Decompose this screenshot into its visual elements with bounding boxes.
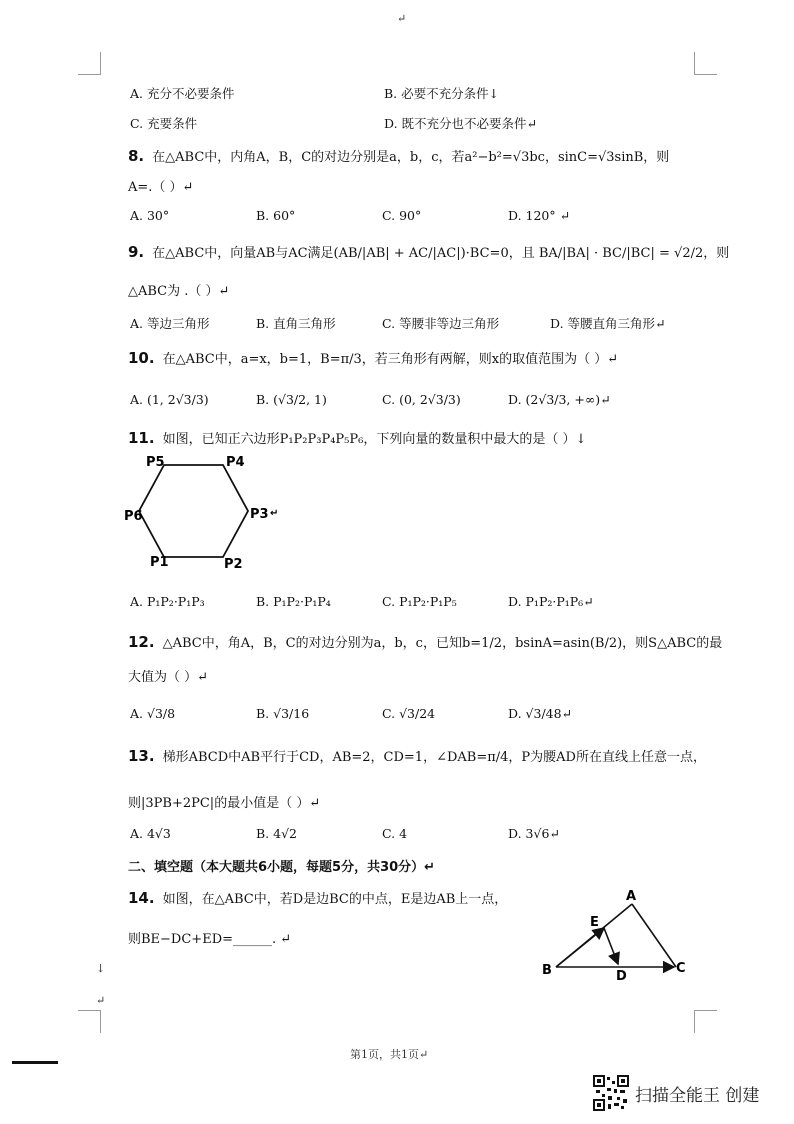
q11-text-line1: 如图，已知正六边形P₁P₂P₃P₄P₅P₆，下列向量的数量积中最大的是（ ）↓	[162, 432, 587, 447]
q7-option-b: B. 必要不充分条件↓	[384, 86, 500, 101]
left-mark-2: ↵	[96, 994, 106, 1007]
q11-option-c: C. P₁P₂·P₁P₅	[382, 594, 457, 609]
q8-option-d: D. 120° ↵	[508, 208, 571, 223]
q10-option-d: D. (2√3/3, +∞)↵	[508, 392, 611, 407]
qr-code-icon	[593, 1075, 629, 1111]
label-e: E	[590, 915, 599, 930]
label-c: C	[676, 961, 686, 976]
vector-ed	[604, 928, 618, 964]
hexagon-figure	[120, 450, 290, 580]
q14-text-line2: 则BE−DC+ED=______. ↵	[128, 932, 292, 947]
left-bar	[12, 1061, 58, 1064]
crop-mark-top-left	[78, 52, 101, 75]
q8-text-line2: A=.（ ）↵	[128, 180, 194, 195]
q13-text-line2: 则|3PB+2PC|的最小值是（ ）↵	[128, 796, 321, 811]
section-fill-in-heading: 二、填空题（本大题共6小题，每题5分，共30分）↵	[128, 860, 436, 875]
top-return-mark: ↵	[397, 12, 407, 25]
q13-option-c: C. 4	[382, 826, 408, 841]
label-p1: P1	[150, 555, 169, 570]
q7-option-a: A. 充分不必要条件	[130, 86, 235, 101]
q12-text-line1: △ABC中，角A，B，C的对边分别为a，b，c，已知b=1/2，bsinA=asin(B/2)，则S△ABC的最	[162, 636, 723, 651]
q7-option-c: C. 充要条件	[130, 116, 198, 131]
page-footer: 第1页，共1页↵	[350, 1048, 429, 1061]
q14-text-line1: 如图，在△ABC中，若D是边BC的中点，E是边AB上一点，	[162, 892, 508, 907]
q9-option-b: B. 直角三角形	[256, 316, 336, 331]
q13-option-a: A. 4√3	[130, 826, 171, 841]
q10-option-b: B. (√3/2, 1)	[256, 392, 327, 407]
q12-option-b: B. √3/16	[256, 706, 310, 721]
q8-number: 8.	[128, 147, 145, 165]
q13-option-d: D. 3√6↵	[508, 826, 560, 841]
q9-option-c: C. 等腰非等边三角形	[382, 316, 500, 331]
q8-stem	[128, 146, 669, 165]
q14-number: 14.	[128, 889, 155, 907]
label-p4: P4	[226, 455, 245, 470]
q9-text-line1: 在△ABC中，向量AB与AC满足(AB/|AB| + AC/|AC|)·BC=0，且 BA/|BA| · BC/|BC| = √2/2，则	[152, 246, 730, 261]
q12-stem	[128, 632, 722, 651]
q9-option-a: A. 等边三角形	[130, 316, 210, 331]
triangle-figure	[536, 884, 706, 988]
q11-number: 11.	[128, 429, 155, 447]
label-p2: P2	[224, 557, 243, 572]
scanner-brand-text: 扫描全能王 创建	[635, 1086, 760, 1106]
q11-stem	[128, 428, 586, 447]
vector-be	[556, 928, 604, 967]
q13-number: 13.	[128, 747, 155, 765]
q8-option-b: B. 60°	[256, 208, 296, 223]
q10-option-c: C. (0, 2√3/3)	[382, 392, 461, 407]
label-d: D	[616, 969, 627, 984]
crop-mark-top-right	[694, 52, 717, 75]
left-mark-1: ↓	[96, 962, 106, 975]
label-a: A	[626, 889, 637, 904]
q10-option-a: A. (1, 2√3/3)	[130, 392, 209, 407]
label-b: B	[542, 963, 552, 978]
hexagon-shape	[139, 465, 248, 557]
label-p5: P5	[146, 455, 165, 470]
q8-option-a: A. 30°	[130, 208, 170, 223]
q12-option-a: A. √3/8	[130, 706, 176, 721]
q10-number: 10.	[128, 349, 155, 367]
q11-option-a: A. P₁P₂·P₁P₃	[130, 594, 205, 609]
crop-mark-bottom-left	[78, 1010, 101, 1033]
p3-return-mark: ↵	[270, 508, 279, 519]
q9-text-line2: △ABC为 .（ ）↵	[128, 284, 230, 299]
q9-option-d: D. 等腰直角三角形↵	[550, 316, 666, 331]
q10-text-line1: 在△ABC中，a=x，b=1，B=π/3，若三角形有两解，则x的取值范围为（ ）↵	[162, 352, 619, 367]
q12-option-d: D. √3/48↵	[508, 706, 573, 721]
q11-option-b: B. P₁P₂·P₁P₄	[256, 594, 331, 609]
label-p3: P3	[250, 507, 269, 522]
q12-option-c: C. √3/24	[382, 706, 436, 721]
q9-stem	[128, 242, 729, 261]
q13-option-b: B. 4√2	[256, 826, 298, 841]
label-p6: P6	[124, 509, 143, 524]
q8-text-line1: 在△ABC中，内角A，B，C的对边分别是a，b，c，若a²−b²=√3bc，sinC=√3sinB，则	[152, 150, 670, 165]
crop-mark-bottom-right	[694, 1010, 717, 1033]
q11-option-d: D. P₁P₂·P₁P₆↵	[508, 594, 594, 609]
q10-stem	[128, 348, 618, 367]
q14-stem	[128, 888, 507, 907]
q9-number: 9.	[128, 243, 145, 261]
q13-stem	[128, 746, 706, 765]
q7-option-d: D. 既不充分也不必要条件↵	[384, 116, 537, 131]
q13-text-line1: 梯形ABCD中AB平行于CD，AB=2，CD=1，∠DAB=π/4，P为腰AD所在直线上任意一点，	[162, 750, 706, 765]
side-ac	[632, 904, 676, 967]
q12-number: 12.	[128, 633, 155, 651]
q8-option-c: C. 90°	[382, 208, 422, 223]
q12-text-line2: 大值为（ ）↵	[128, 670, 209, 685]
